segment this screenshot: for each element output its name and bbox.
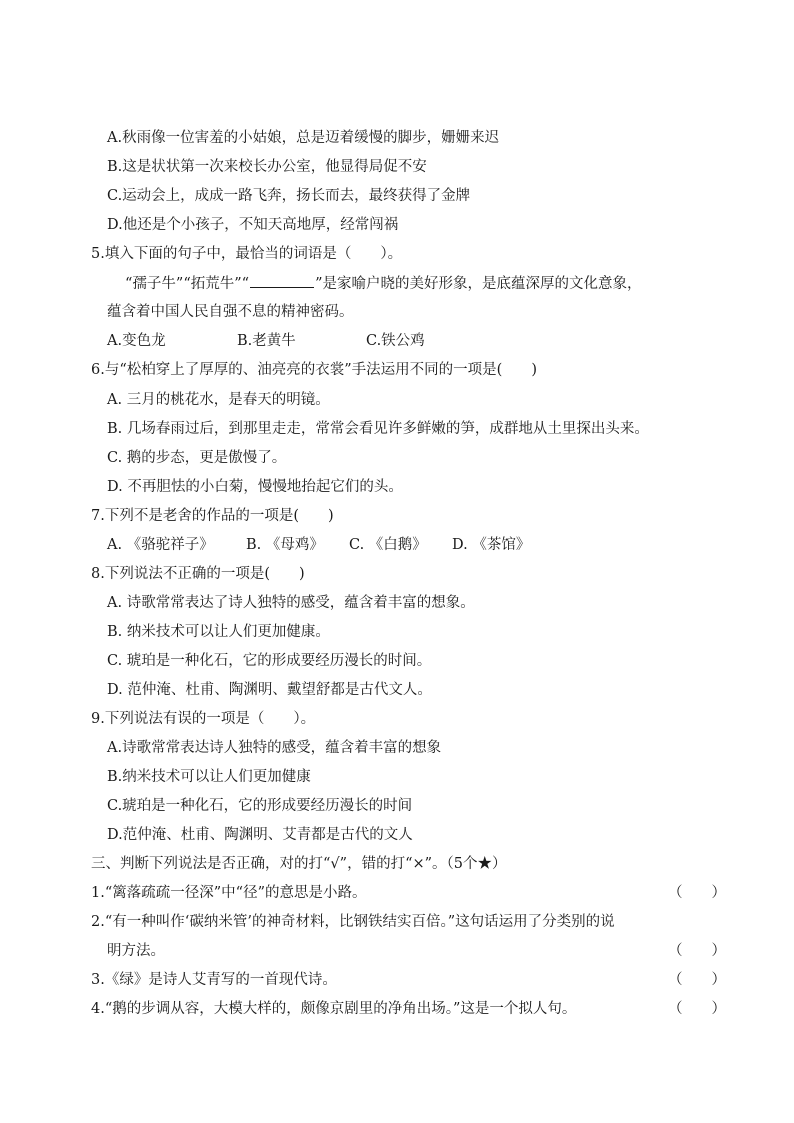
q8-stem: 8.下列说法不正确的一项是( ) xyxy=(91,566,305,582)
q6-option-b: B. 几场春雨过后，到那里走走，常常会看见许多鲜嫩的笋，成群地从土里探出头来。 xyxy=(107,421,649,437)
q6-stem: 6.与“松柏穿上了厚厚的、油亮亮的衣裳”手法运用不同的一项是( ) xyxy=(91,362,537,378)
judge-item-2-cont: 明方法。 xyxy=(107,943,165,959)
q5-passage-before: “孺子牛”“拓荒牛”“ xyxy=(125,276,250,292)
q6-option-d: D. 不再胆怯的小白菊，慢慢地抬起它们的头。 xyxy=(107,479,403,495)
q9-option-d: D.范仲淹、杜甫、陶渊明、艾青都是古代的文人 xyxy=(107,827,413,843)
answer-paren-3[interactable]: （ ） xyxy=(668,972,726,988)
fill-blank[interactable] xyxy=(250,273,314,288)
answer-paren-4[interactable]: （ ） xyxy=(668,1001,726,1017)
q5-option-a: A.变色龙 xyxy=(107,333,166,349)
q9-option-b: B.纳米技术可以让人们更加健康 xyxy=(107,769,311,785)
q7-option-d: D. 《茶馆》 xyxy=(452,537,531,553)
answer-paren-1[interactable]: （ ） xyxy=(668,885,726,901)
q8-option-b: B. 纳米技术可以让人们更加健康。 xyxy=(107,624,330,640)
judge-item-2: 2.“有一种叫作‘碳纳米管’的神奇材料，比钢铁结实百倍。”这句话运用了分类别的说 xyxy=(91,914,615,930)
q5-passage-line2: 蕴含着中国人民自强不息的精神密码。 xyxy=(107,304,354,320)
q7-option-c: C. 《白鹅》 xyxy=(349,537,427,553)
q5-option-c: C.铁公鸡 xyxy=(366,333,425,349)
q4-option-c: C.运动会上，成成一路飞奔，扬长而去，最终获得了金牌 xyxy=(107,188,471,204)
judge-item-3: 3.《绿》是诗人艾青写的一首现代诗。 xyxy=(91,972,337,988)
q7-stem: 7.下列不是老舍的作品的一项是( ) xyxy=(91,508,334,524)
q8-option-d: D. 范仲淹、杜甫、陶渊明、戴望舒都是古代文人。 xyxy=(107,682,432,698)
q5-option-b: B.老黄牛 xyxy=(237,333,296,349)
section3-title: 三、判断下列说法是否正确，对的打“√”，错的打“×”。（5个★） xyxy=(91,856,507,872)
q6-option-a: A. 三月的桃花水，是春天的明镜。 xyxy=(107,392,330,408)
answer-paren-2[interactable]: （ ） xyxy=(668,943,726,959)
q4-option-b: B.这是状状第一次来校长办公室，他显得局促不安 xyxy=(107,159,427,175)
q5-passage-line1 xyxy=(125,273,642,293)
q9-option-a: A.诗歌常常表达诗人独特的感受，蕴含着丰富的想象 xyxy=(107,740,442,756)
q9-stem: 9.下列说法有误的一项是（ ）。 xyxy=(91,711,316,727)
judge-item-4: 4.“鹅的步调从容，大模大样的，颇像京剧里的净角出场。”这是一个拟人句。 xyxy=(91,1001,577,1017)
q7-option-a: A. 《骆驼祥子》 xyxy=(107,537,214,553)
q5-stem: 5.填入下面的句子中，最恰当的词语是（ ）。 xyxy=(91,246,403,262)
q9-option-c: C.琥珀是一种化石，它的形成要经历漫长的时间 xyxy=(107,798,413,814)
judge-item-1: 1.“篱落疏疏一径深”中“径”的意思是小路。 xyxy=(91,885,367,901)
q4-option-d: D.他还是个小孩子，不知天高地厚，经常闯祸 xyxy=(107,217,399,233)
q8-option-c: C. 琥珀是一种化石，它的形成要经历漫长的时间。 xyxy=(107,653,432,669)
q6-option-c: C. 鹅的步态，更是傲慢了。 xyxy=(107,450,287,466)
q7-option-b: B. 《母鸡》 xyxy=(246,537,324,553)
q5-passage-after: ”是家喻户晓的美好形象，是底蕴深厚的文化意象， xyxy=(315,276,642,292)
q8-option-a: A. 诗歌常常表达了诗人独特的感受，蕴含着丰富的想象。 xyxy=(107,595,475,611)
q4-option-a: A.秋雨像一位害羞的小姑娘，总是迈着缓慢的脚步，姗姗来迟 xyxy=(107,130,500,146)
